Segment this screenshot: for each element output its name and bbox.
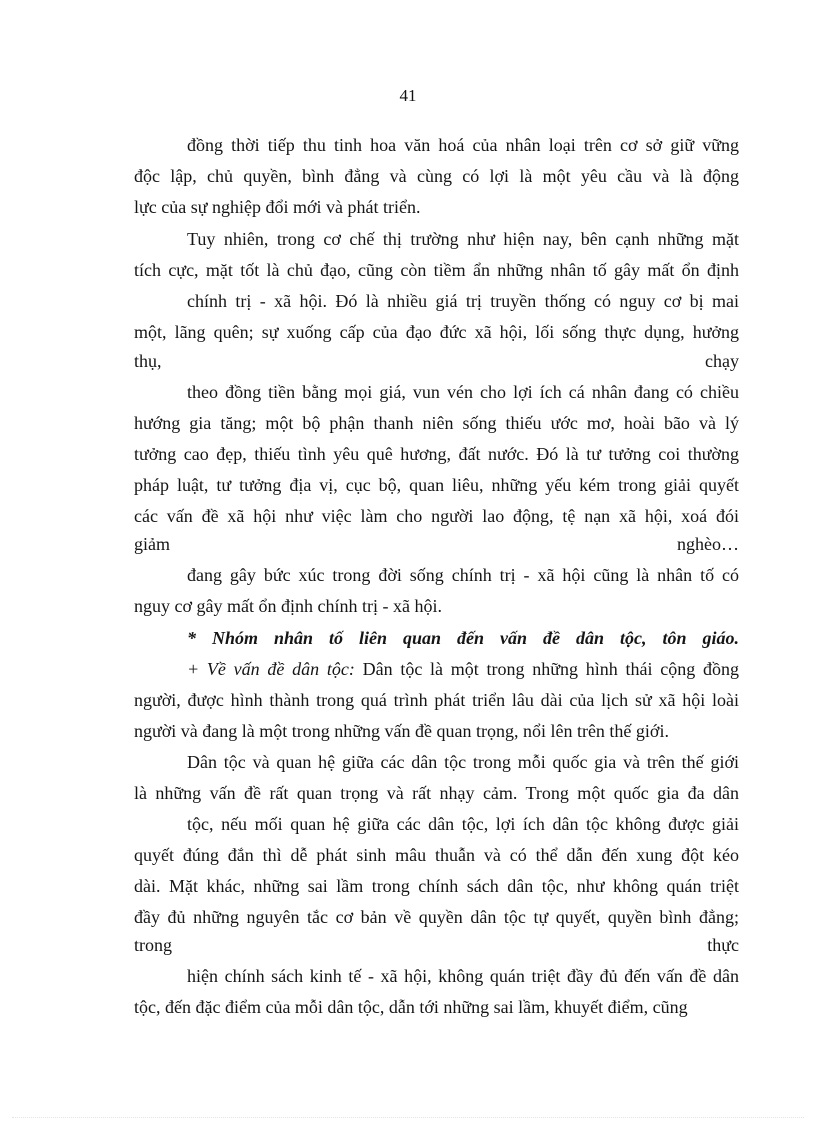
text-line: Tuy nhiên, trong cơ chế thị trường như hiện nay, bên cạnh những mặt — [187, 229, 739, 249]
text-line: người và đang là một trong những vấn đề quan trọng, nổi lên trên thế giới. — [134, 721, 669, 741]
text-line: là những vấn đề rất quan trọng và rất nhạy cảm. Trong một quốc gia đa dân — [134, 783, 739, 803]
text-line-rest: Dân tộc là một trong những hình thái cộng đồng — [362, 659, 739, 679]
text-line: tưởng cao đẹp, thiếu tình yêu quê hương, đất nước. Đó là tư tưởng coi thường — [134, 444, 739, 464]
text-line: đồng thời tiếp thu tinh hoa văn hoá của nhân loại trên cơ sở giữ vững — [187, 135, 739, 155]
split-left: trong — [134, 935, 172, 955]
text-line: người, được hình thành trong quá trình phát triển lâu dài của lịch sử xã hội loài — [134, 690, 739, 710]
text-line: lực của sự nghiệp đổi mới và phát triển. — [134, 197, 421, 217]
split-line — [134, 533, 739, 557]
split-line — [134, 934, 739, 958]
text-line: hướng gia tăng; một bộ phận thanh niên sống thiếu ước mơ, hoài bão và lý — [134, 413, 739, 433]
page-edge-divider — [12, 1117, 804, 1118]
text-line: đang gây bức xúc trong đời sống chính trị - xã hội cũng là nhân tố có — [187, 565, 739, 585]
text-line: tích cực, mặt tốt là chủ đạo, cũng còn tiềm ẩn những nhân tố gây mất ổn định — [134, 260, 739, 280]
text-line: pháp luật, tư tưởng địa vị, cục bộ, quan liêu, những yếu kém trong giải quyết — [134, 475, 739, 495]
text-line — [187, 658, 739, 682]
text-line: quyết đúng đắn thì dễ phát sinh mâu thuẫn và có thể dẫn đến xung đột kéo — [134, 845, 739, 865]
page-number: 41 — [399, 86, 417, 105]
italic-lead: + Về vấn đề dân tộc: — [187, 659, 355, 679]
text-line: chính trị - xã hội. Đó là nhiều giá trị truyền thống có nguy cơ bị mai — [187, 291, 739, 311]
text-line: các vấn đề xã hội như việc làm cho người lao động, tệ nạn xã hội, xoá đói — [134, 506, 739, 526]
text-line: nguy cơ gây mất ổn định chính trị - xã hội. — [134, 596, 442, 616]
split-line — [134, 350, 739, 374]
split-left: thụ, — [134, 351, 162, 371]
text-line: tộc, đến đặc điểm của mỗi dân tộc, dẫn tới những sai lầm, khuyết điểm, cũng — [134, 997, 688, 1017]
text-line: theo đồng tiền bằng mọi giá, vun vén cho lợi ích cá nhân đang có chiều — [187, 382, 739, 402]
text-line: Dân tộc và quan hệ giữa các dân tộc trong mỗi quốc gia và trên thế giới — [187, 752, 739, 772]
split-left: giảm — [134, 534, 170, 554]
text-line: độc lập, chủ quyền, bình đẳng và cùng có lợi là một yêu cầu và là động — [134, 166, 739, 186]
text-line: tộc, nếu mối quan hệ giữa các dân tộc, lợi ích dân tộc không được giải — [187, 814, 739, 834]
split-right: chạy — [705, 351, 739, 371]
split-right: thực — [707, 935, 739, 955]
text-line: hiện chính sách kinh tế - xã hội, không quán triệt đầy đủ đến vấn đề dân — [187, 966, 739, 986]
section-heading: * Nhóm nhân tố liên quan đến vấn đề dân tộc, tôn giáo. — [187, 628, 739, 648]
text-line: dài. Mặt khác, những sai lầm trong chính sách dân tộc, như không quán triệt — [134, 876, 739, 896]
text-line: một, lãng quên; sự xuống cấp của đạo đức xã hội, lối sống thực dụng, hưởng — [134, 322, 739, 342]
split-right: nghèo… — [677, 534, 739, 554]
text-line: đầy đủ những nguyên tắc cơ bản về quyền dân tộc tự quyết, quyền bình đẳng; — [134, 907, 739, 927]
